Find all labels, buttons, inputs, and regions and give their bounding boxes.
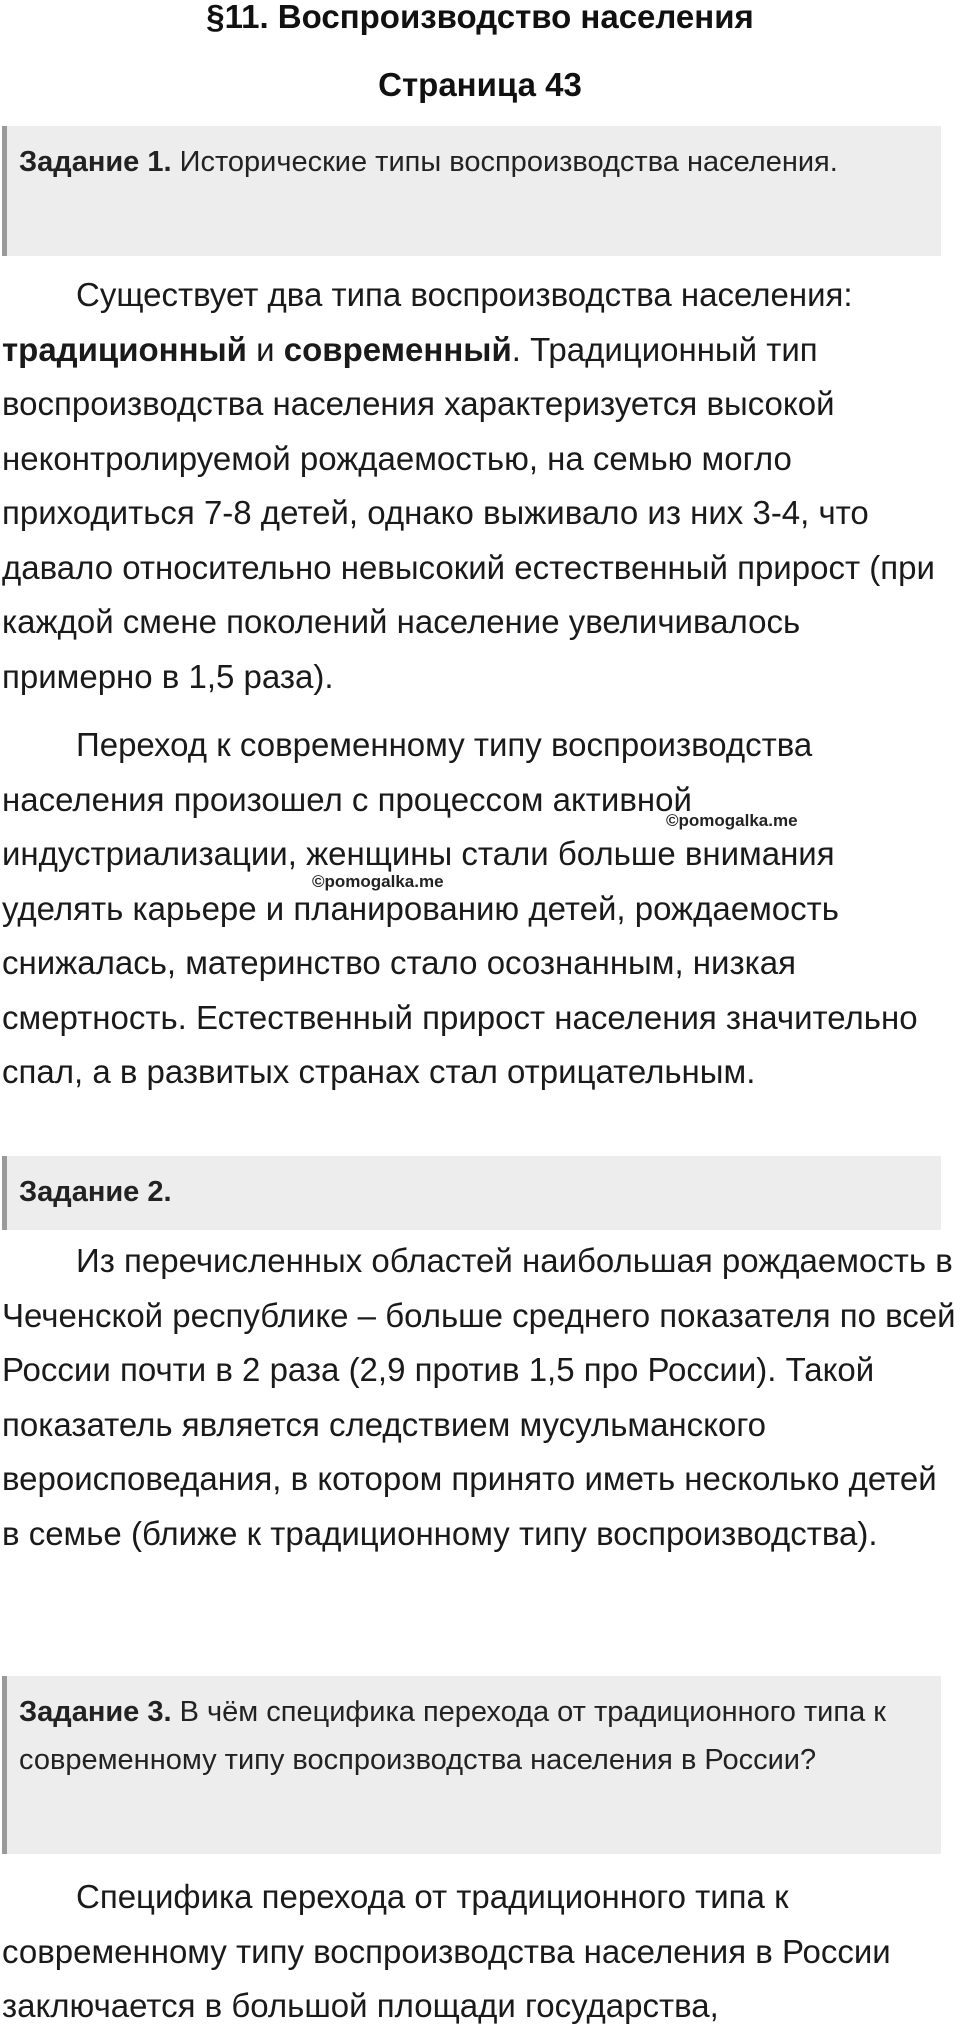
answer-2-paragraph [2, 1234, 956, 1561]
task-1-text: Исторические типы воспроизводства населения. [171, 146, 838, 178]
answer-1-p2-text: Переход к современному типу воспроизводства населения произошел с процессом активной индустриализации, женщины стали больше внимания уделять карьере и планированию детей, рождаемость снижалась, материнство стало осознанным, низкая смертность. Естественный прирост населения значительно спал, а в развитых странах стал отрицательным. [2, 726, 918, 1090]
answer-3-paragraph [2, 1870, 956, 2034]
answer-2-text: Из перечисленных областей наибольшая рождаемость в Чеченской республике – больше среднего показателя по всей России почти в 2 раза (2,9 против 1,5 про России). Такой показатель является следствием мусульманского вероисповедания, в котором принято иметь несколько детей в семье (ближе к традиционному типу воспроизводства). [2, 1242, 956, 1552]
task-3-label: Задание 3. [19, 1696, 172, 1728]
watermark-1: ©pomogalka.me [666, 811, 798, 830]
page-title: Страница 43 [378, 66, 582, 103]
answer-1-bold-traditional: традиционный [2, 330, 247, 368]
answer-3-text: Специфика перехода от традиционного типа к современному типу воспроизводства населения в России заключается в большой площади государства, [2, 1878, 891, 2024]
answer-1-paragraph-2 [2, 718, 956, 1100]
section-title: §11. Воспроизводство населения [206, 0, 754, 35]
answer-1-paragraph-1 [2, 268, 956, 704]
task-3-text: В чём специфика перехода от традиционного типа к современному типу воспроизводства населения в России? [19, 1696, 886, 1776]
watermark-2: ©pomogalka.me [312, 872, 444, 891]
answer-1-intro: Существует два типа воспроизводства населения: [76, 276, 853, 313]
answer-1-and: и [246, 330, 284, 368]
task-1-label: Задание 1. [19, 146, 172, 178]
task-3-box [2, 1676, 941, 1854]
answer-1-rest: . Традиционный тип воспроизводства населения характеризуется высокой неконтролируемой рождаемостью, на семью могло приходиться 7-8 детей, однако выживало из них 3-4, что давало относительно невысокий естественный прирост (при каждой смене поколений население увеличивалось примерно в 1,5 раза). [2, 330, 935, 695]
task-2-label: Задание 2. [19, 1176, 172, 1208]
task-2-box [2, 1156, 941, 1230]
answer-1-bold-modern: современный [283, 330, 512, 368]
task-1-box [2, 126, 941, 256]
